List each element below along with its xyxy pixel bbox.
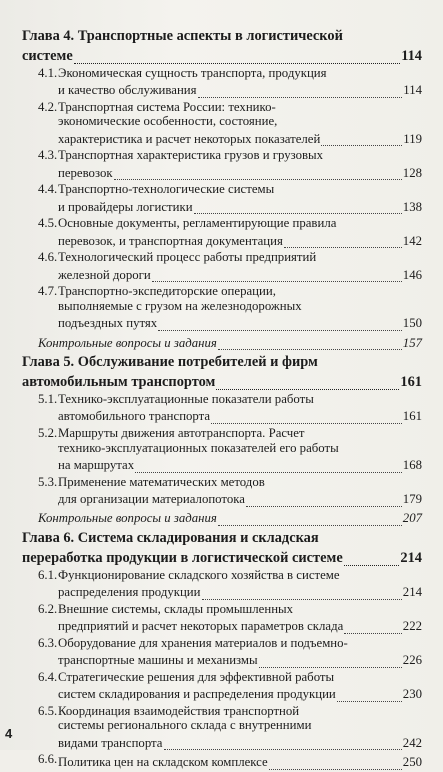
entry-page-number: 161: [400, 373, 422, 390]
dot-leader: [337, 688, 402, 702]
toc-section: [22, 475, 422, 507]
entry-title-line: Транспортная система России: технико-: [58, 99, 276, 114]
entry-page-number: 119: [403, 131, 422, 146]
entry-page-number: 157: [402, 335, 422, 350]
toc-chapter: [22, 354, 422, 390]
toc-section: [22, 148, 422, 180]
toc-section: [22, 250, 422, 282]
entry-title-line: и провайдеры логистики: [58, 199, 193, 214]
entry-page-number: 207: [402, 511, 422, 526]
section-number: 4.5.: [38, 216, 58, 231]
dot-leader: [164, 737, 402, 751]
dot-leader: [218, 512, 402, 526]
dot-leader: [344, 620, 402, 634]
entry-title-line: подъездных путях: [58, 316, 158, 331]
toc-section: [22, 636, 422, 668]
entry-title-line: Внешние системы, склады промышленных: [58, 601, 294, 616]
entry-page-number: 230: [402, 687, 422, 702]
toc-section: [22, 426, 422, 473]
entry-page-number: 150: [402, 316, 422, 331]
entry-title-line: железной дороги: [58, 267, 151, 282]
page-number: 4: [5, 726, 13, 741]
toc-section: [22, 752, 422, 769]
section-number: 5.2.: [38, 426, 58, 441]
dot-leader: [158, 317, 402, 331]
dot-leader: [259, 654, 402, 668]
entry-title-line: Координация взаимодействия транспортной: [58, 703, 300, 718]
entry-title-line: технико-эксплуатационных показателей его работы: [58, 440, 339, 455]
entry-page-number: 128: [402, 165, 422, 180]
toc-chapter: [22, 28, 422, 64]
entry-title-line: Технико-эксплуатационные показатели работы: [58, 392, 314, 407]
entry-title-line: Глава 5. Обслуживание потребителей и фирм: [22, 354, 318, 371]
entry-title-line: Основные документы, регламентирующие правила: [58, 216, 337, 231]
dot-leader: [135, 459, 402, 473]
entry-title-line: систем складирования и распределения продукции: [58, 687, 336, 702]
dot-leader: [246, 493, 402, 507]
entry-page-number: 242: [402, 735, 422, 750]
entry-title-line: Транспортно-технологические системы: [58, 182, 275, 197]
dot-leader: [114, 167, 402, 181]
dot-leader: [194, 201, 402, 215]
dot-leader: [202, 586, 402, 600]
entry-title-line: Стратегические решения для эффективной работы: [58, 669, 335, 684]
section-number: 6.5.: [38, 703, 58, 718]
section-number: 4.7.: [38, 284, 58, 299]
entry-page-number: 179: [402, 492, 422, 507]
entry-page-number: 142: [402, 233, 422, 248]
entry-title-line: Экономическая сущность транспорта, продукция: [58, 65, 327, 80]
dot-leader: [218, 336, 402, 350]
entry-title-line: Глава 4. Транспортные аспекты в логистической: [22, 28, 343, 44]
entry-page-number: 250: [402, 755, 422, 770]
toc-section: [22, 284, 422, 331]
section-number: 6.6.: [38, 752, 58, 767]
dot-leader: [216, 375, 399, 390]
dot-leader: [269, 756, 402, 770]
entry-title-line: Политика цен на складском комплексе: [58, 755, 268, 770]
entry-title-line: Оборудование для хранения материалов и подъемно-: [58, 635, 348, 650]
toc-questions: [22, 509, 422, 526]
dot-leader: [74, 48, 400, 63]
toc-section: [22, 704, 422, 751]
toc-section: [22, 670, 422, 702]
dot-leader: [344, 550, 400, 565]
entry-title-line: Маршруты движения автотранспорта. Расчет: [58, 426, 305, 441]
entry-title-line: Технологический процесс работы предприятий: [58, 250, 317, 265]
entry-page-number: 114: [401, 47, 422, 64]
dot-leader: [284, 235, 402, 249]
entry-title-line: перевозок, и транспортная документация: [58, 233, 283, 248]
entry-title-line: транспортные машины и механизмы: [58, 653, 258, 668]
entry-page-number: 138: [402, 199, 422, 214]
entry-title-line: характеристика и расчет некоторых показателей: [58, 131, 321, 146]
entry-title-line: системы регионального склада с внутренними: [58, 718, 312, 733]
entry-page-number: 214: [402, 585, 422, 600]
toc-chapter: [22, 530, 422, 566]
entry-title-line: Контрольные вопросы и задания: [38, 335, 217, 350]
section-number: 4.1.: [38, 65, 58, 80]
section-number: 4.6.: [38, 250, 58, 265]
dot-leader: [321, 133, 402, 147]
section-number: 6.2.: [38, 601, 58, 616]
section-number: 6.4.: [38, 669, 58, 684]
entry-title-line: видами транспорта: [58, 735, 163, 750]
section-number: 4.3.: [38, 148, 58, 163]
toc-section: [22, 182, 422, 214]
entry-title-line: на маршрутах: [58, 458, 135, 473]
entry-title-line: и качество обслуживания: [58, 83, 197, 98]
entry-title-line: Глава 6. Система складирования и складская: [22, 530, 319, 546]
toc-section: [22, 568, 422, 600]
entry-page-number: 161: [402, 409, 422, 424]
entry-page-number: 214: [400, 549, 422, 566]
toc-section: [22, 602, 422, 634]
entry-title-line: предприятий и расчет некоторых параметров склада: [58, 619, 344, 634]
entry-title-line: выполняемые с грузом на железнодорожных: [58, 298, 302, 313]
entry-page-number: 168: [402, 458, 422, 473]
section-number: 6.3.: [38, 635, 58, 650]
entry-page-number: 222: [402, 619, 422, 634]
entry-title-line: для организации материалопотока: [58, 492, 245, 507]
toc-section: [22, 392, 422, 424]
section-number: 5.1.: [38, 392, 58, 407]
section-number: 4.2.: [38, 99, 58, 114]
entry-title-line: системе: [22, 47, 73, 64]
entry-title-line: Транспортная характеристика грузов и грузовых: [58, 148, 324, 163]
entry-title-line: Транспортно-экспедиторские операции,: [58, 284, 276, 299]
toc-section: [22, 216, 422, 248]
section-number: 5.3.: [38, 474, 58, 489]
entry-title-line: автомобильным транспортом: [22, 373, 216, 390]
entry-title-line: Контрольные вопросы и задания: [38, 511, 217, 526]
entry-title-line: автомобильного транспорта: [58, 409, 211, 424]
entry-page-number: 146: [402, 267, 422, 282]
entry-title-line: перевозок: [58, 165, 113, 180]
table-of-contents: [22, 28, 422, 772]
toc-section: [22, 100, 422, 147]
toc-questions: [22, 333, 422, 350]
entry-page-number: 226: [402, 653, 422, 668]
entry-title-line: Функционирование складского хозяйства в системе: [58, 567, 340, 582]
entry-title-line: экономические особенности, состояние,: [58, 114, 278, 129]
dot-leader: [198, 84, 403, 98]
entry-title-line: распределения продукции: [58, 585, 201, 600]
entry-page-number: 114: [403, 83, 422, 98]
entry-title-line: Применение математических методов: [58, 474, 265, 489]
toc-section: [22, 66, 422, 98]
dot-leader: [211, 410, 402, 424]
dot-leader: [152, 268, 402, 282]
section-number: 6.1.: [38, 567, 58, 582]
entry-title-line: переработка продукции в логистической системе: [22, 549, 343, 566]
section-number: 4.4.: [38, 182, 58, 197]
